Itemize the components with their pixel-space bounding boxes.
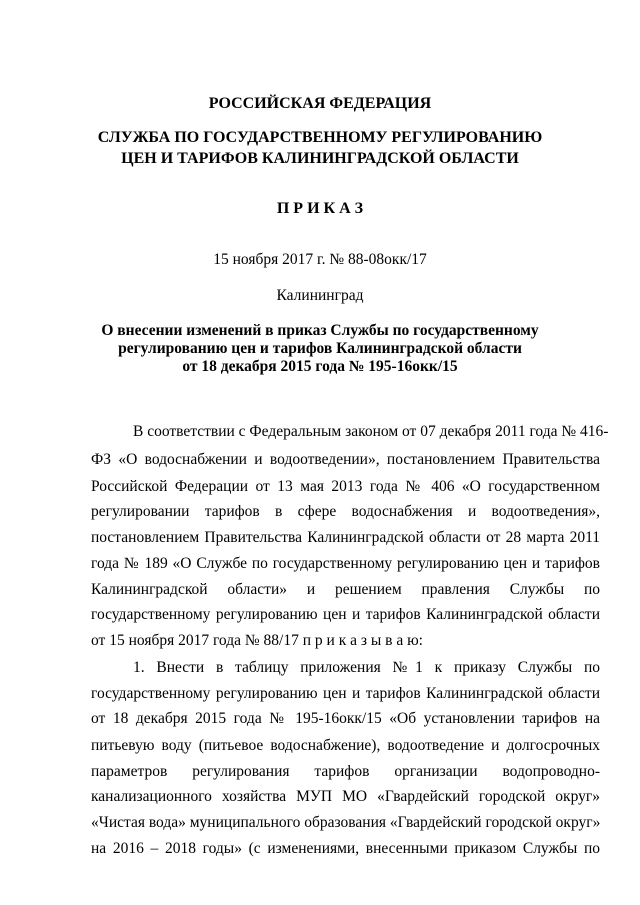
agency-heading-line1: СЛУЖБА ПО ГОСУДАРСТВЕННОМУ РЕГУЛИРОВАНИЮ (97, 129, 543, 146)
body-line-text: от 15 ноября 2017 года № 88/17 (91, 632, 299, 649)
item-line: «Чистая вода» муниципального образования «Гвардейский городской округ» (91, 814, 601, 831)
item-line: на 2016 – 2018 годы» (с изменениями, внесенными приказом Службы по (91, 840, 600, 857)
doc-type-title: П Р И К А З (276, 200, 364, 217)
body-line: государственному регулированию цен и тарифов Калининградской области (91, 606, 600, 623)
agency-heading-line2: ЦЕН И ТАРИФОВ КАЛИНИНГРАДСКОЙ ОБЛАСТИ (121, 150, 519, 167)
subject-line3: от 18 декабря 2015 года № 195-16окк/15 (182, 358, 458, 375)
body-line: ФЗ «О водоснабжении и водоотведении», постановлением Правительства (91, 451, 600, 468)
body-line-last (91, 629, 600, 653)
body-line: года № 189 «О Службе по государственному регулированию цен и тарифов (91, 555, 600, 572)
city: Калининград (276, 287, 364, 304)
item-line: питьевую воду (питьевое водоснабжение), водоотведение и долгосрочных (91, 737, 600, 754)
item-line: государственному регулированию цен и тарифов Калининградской области (91, 685, 600, 702)
country-heading: РОССИЙСКАЯ ФЕДЕРАЦИЯ (208, 95, 432, 112)
date-number: 15 ноября 2017 г. № 88-08окк/17 (213, 251, 427, 268)
body-line: Российской Федерации от 13 мая 2013 года № 406 «О государственном (91, 478, 600, 495)
item-line: 1. Внести в таблицу приложения №1 к приказу Службы по (133, 659, 600, 676)
item-line: параметров регулирования тарифов организации водопроводно- (91, 763, 600, 780)
orders-word: п р и к а з ы в а ю: (302, 632, 423, 649)
item-line: от 18 декабря 2015 года № 195-16окк/15 «Об установлении тарифов на (91, 710, 600, 727)
body-line: В соответствии с Федеральным законом от 07 декабря 2011 года № 416- (133, 423, 609, 440)
item-line: канализационного хозяйства МУП МО «Гвардейский городской округ» (91, 788, 600, 805)
body-line: регулировании тарифов в сфере водоснабжения и водоотведения», (91, 503, 600, 520)
subject-line1: О внесении изменений в приказ Службы по государственному (101, 322, 539, 339)
body-line: постановлением Правительства Калининградской области от 28 марта 2011 (91, 529, 600, 546)
body-line: Калининградской области» и решением правления Службы по (91, 581, 600, 598)
subject-line2: регулированию цен и тарифов Калининградской области (118, 340, 522, 357)
